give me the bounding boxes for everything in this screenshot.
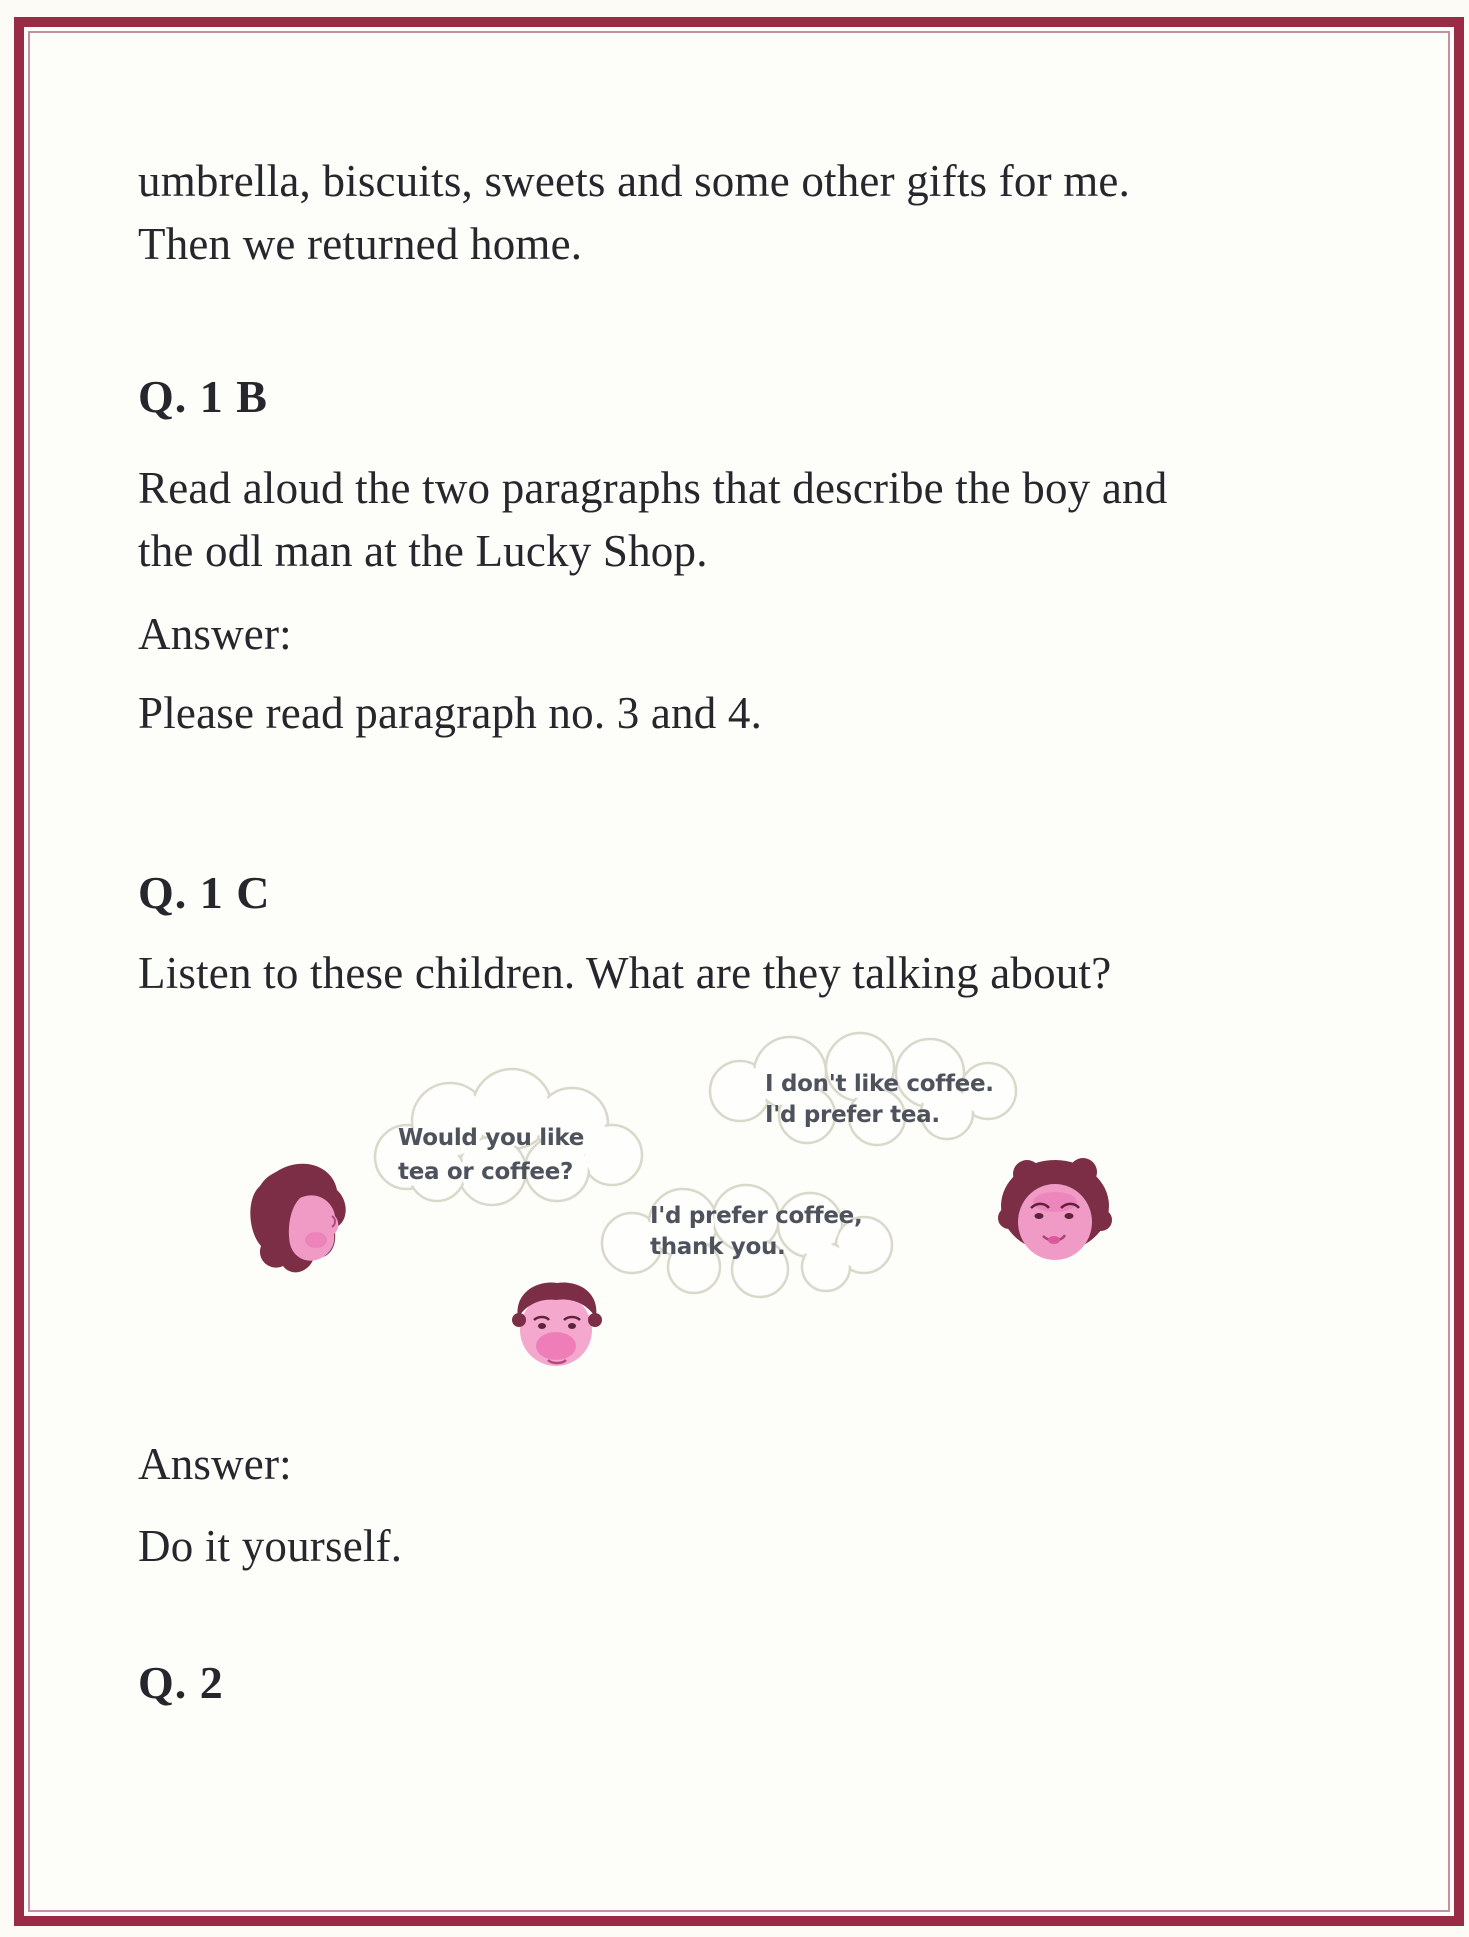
q1b-answer-text: Please read paragraph no. 3 and 4. [138, 688, 763, 738]
speech-bubble-3-line-1: I'd prefer coffee, [650, 1203, 863, 1229]
q1c-heading: Q. 1 C [138, 867, 271, 918]
child-face-left-profile-illustration [240, 1158, 355, 1292]
q1b-question-line-1: Read aloud the two paragraphs that describe the boy and [138, 463, 1168, 513]
speech-bubble-1-line-2: tea or coffee? [398, 1159, 574, 1185]
intro-paragraph-line-1: umbrella, biscuits, sweets and some other gifts for me. [138, 156, 1131, 206]
child-face-bottom-front-illustration [506, 1278, 608, 1374]
speech-bubble-3-line-2: thank you. [650, 1234, 786, 1260]
speech-bubble-1-line-1: Would you like [398, 1125, 585, 1151]
q1c-answer-label: Answer: [138, 1439, 292, 1489]
child-face-right-curly-illustration [997, 1156, 1113, 1274]
q1b-question-line-2: the odl man at the Lucky Shop. [138, 526, 708, 576]
q2-heading: Q. 2 [138, 1657, 224, 1708]
speech-bubble-2-line-2: I'd prefer tea. [765, 1102, 940, 1128]
q1c-answer-text: Do it yourself. [138, 1521, 403, 1571]
speech-bubble-2-line-1: I don't like coffee. [765, 1071, 994, 1097]
intro-paragraph-line-2: Then we returned home. [138, 219, 583, 269]
q1b-heading: Q. 1 B [138, 371, 268, 422]
q1c-question: Listen to these children. What are they talking about? [138, 948, 1112, 998]
speech-bubble-1-text [398, 1121, 584, 1189]
speech-bubble-2-text [765, 1069, 994, 1131]
speech-bubble-3-text [650, 1201, 862, 1263]
q1b-answer-label: Answer: [138, 609, 292, 659]
